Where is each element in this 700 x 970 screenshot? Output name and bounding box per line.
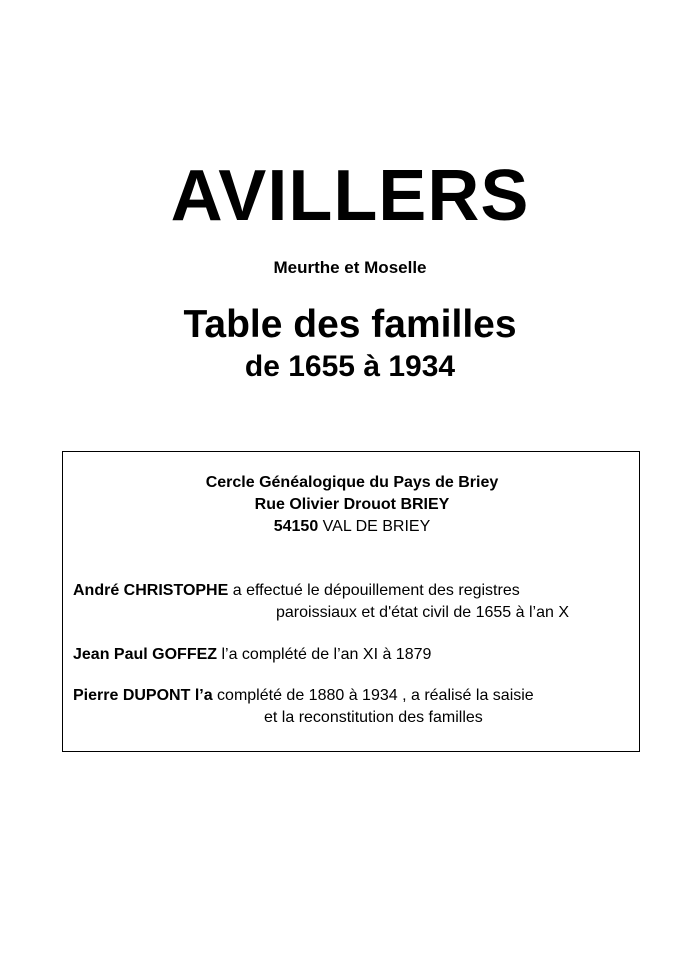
org-name: Cercle Généalogique du Pays de Briey — [205, 474, 499, 491]
page-title: AVILLERS — [170, 156, 530, 236]
credit-line-christophe — [73, 582, 520, 600]
org-postal-city — [63, 518, 641, 536]
credit-text: a effectué le dépouillement des registres — [228, 582, 520, 599]
credit-continuation: paroissiaux et d'état civil de 1655 à l’an X — [276, 604, 570, 621]
date-range: de 1655 à 1934 — [244, 350, 456, 383]
credit-line-dupont — [73, 687, 534, 705]
credit-continuation: et la reconstitution des familles — [264, 709, 483, 726]
postal-code: 54150 — [273, 518, 319, 535]
credit-name: Jean Paul GOFFEZ — [73, 646, 218, 663]
credit-text: l’a complété de l’an XI à 1879 — [217, 646, 432, 663]
city: VAL DE BRIEY — [318, 518, 431, 535]
credit-name: André CHRISTOPHE — [73, 582, 229, 599]
org-address: Rue Olivier Drouot BRIEY — [254, 496, 450, 513]
department-subtitle: Meurthe et Moselle — [273, 258, 427, 277]
credits-box — [62, 451, 640, 752]
credit-line-goffez — [73, 646, 431, 664]
document-heading: Table des familles — [183, 303, 517, 346]
credit-text: complété de 1880 à 1934 , a réalisé la saisie — [212, 687, 534, 704]
credit-name: Pierre DUPONT l’a — [73, 687, 213, 704]
